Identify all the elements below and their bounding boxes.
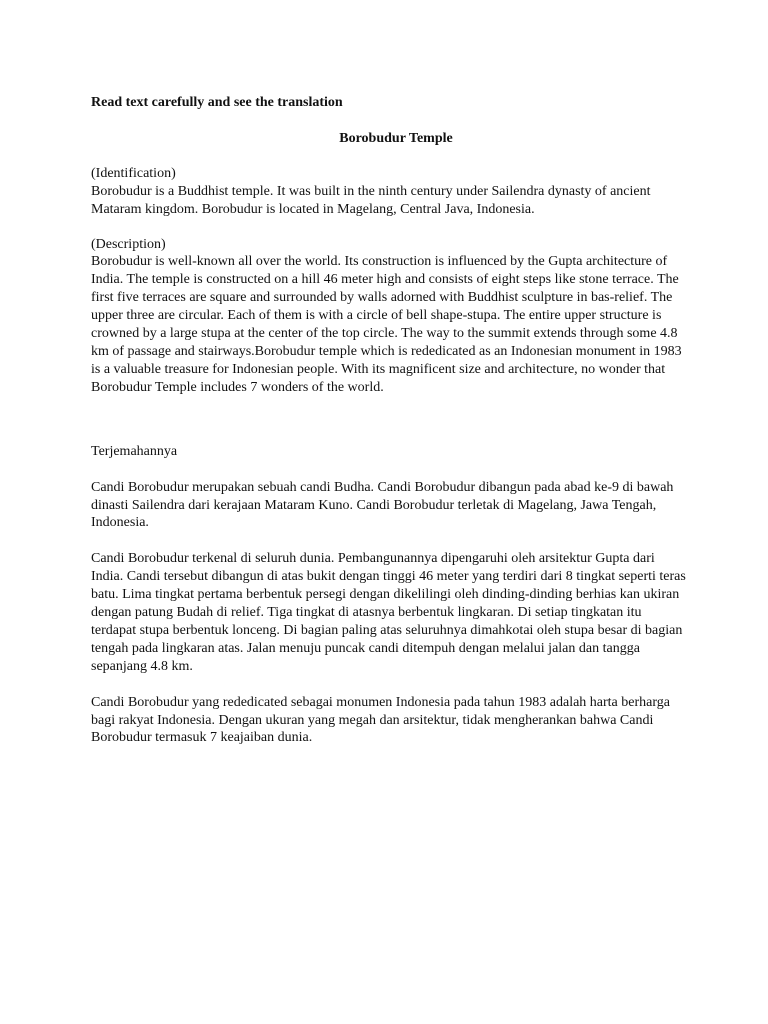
translation-paragraph-3: Candi Borobudur yang rededicated sebagai monumen Indonesia pada tahun 1983 adalah harta berharga bagi rakyat Indonesia. Dengan ukuran yang megah dan arsitektur, tidak mengherankan bahwa Candi Borobudur termasuk 7 keajaiban dunia. — [91, 694, 670, 746]
identification-label: (Identification) — [91, 165, 176, 181]
identification-paragraph: Borobudur is a Buddhist temple. It was built in the ninth century under Sailendra dynasty of ancient Mataram kingdom. Borobudur is located in Magelang, Central Java, Indonesia. — [91, 183, 651, 217]
description-label: (Description) — [91, 236, 166, 252]
document-body — [91, 94, 687, 747]
translation-paragraph-2: Candi Borobudur terkenal di seluruh dunia. Pembangunannya dipengaruhi oleh arsitektur Gupta dari India. Candi tersebut dibangun di atas bukit dengan tinggi 46 meter yang terdiri dari 8 tingkat seperti teras batu. Lima tingkat pertama berbentuk persegi dengan dikelilingi oleh dinding-dinding berhias kan ukiran dengan patung Budah di relief. Tiga tingkat di atasnya berbentuk lingkaran. Di setiap tingkatan itu terdapat stupa berbentuk lonceng. Di bagian paling atas seluruhnya dimahkotai oleh stupa besar di bagian tengah pada lingkaran atas. Jalan menuju puncak candi ditempuh dengan melalui jalan dan tangga sepanjang 4.8 km. — [91, 551, 686, 674]
translation-paragraph-1: Candi Borobudur merupakan sebuah candi Budha. Candi Borobudur dibangun pada abad ke-9 di bawah dinasti Sailendra dari kerajaan Mataram Kuno. Candi Borobudur terletak di Magelang, Jawa Tengah, Indonesia. — [91, 479, 674, 531]
description-paragraph: Borobudur is well-known all over the world. Its construction is influenced by the Gupta architecture of India. The temple is constructed on a hill 46 meter high and consists of eight steps like stone terrace. The first five terraces are square and surrounded by walls adorned with Buddhist sculpture in bas-relief. The upper three are circular. Each of them is with a circle of bell shape-stupa. The entire upper structure is crowned by a large stupa at the center of the top circle. The way to the summit extends through some 4.8 km of passage and stairways.Borobudur temple which is rededicated as an Indonesian monument in 1983 is a valuable treasure for Indonesian people. With its magnificent size and architecture, no wonder that Borobudur Temple includes 7 wonders of the world. — [91, 254, 682, 395]
document-title: Borobudur Temple — [339, 130, 453, 146]
instruction-heading: Read text carefully and see the translation — [91, 95, 343, 110]
translation-label: Terjemahannya — [91, 443, 178, 459]
